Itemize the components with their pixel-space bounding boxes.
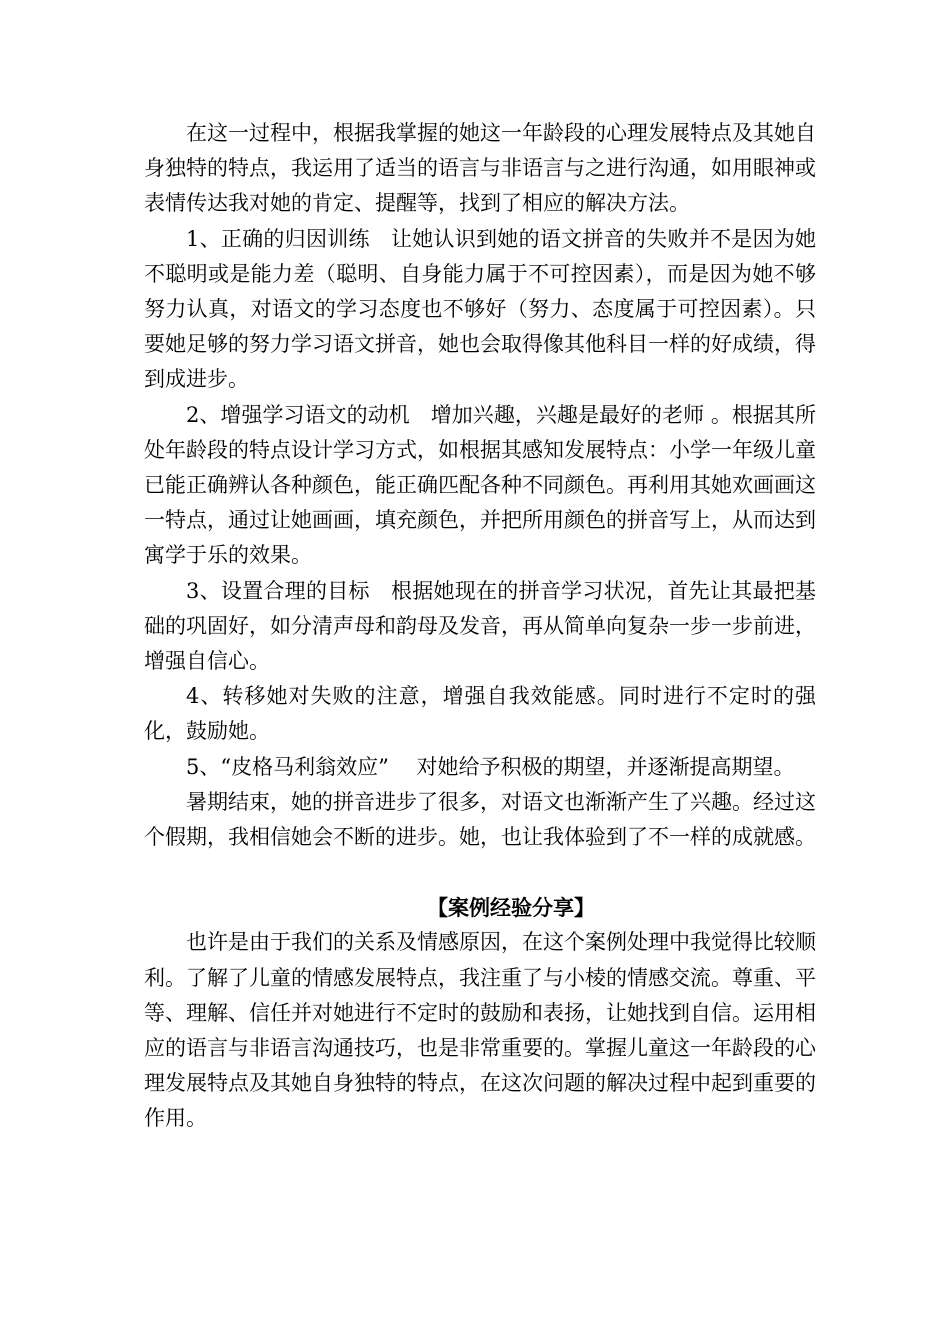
document-body (144, 116, 816, 1137)
paragraph-item-3: 3、设置合理的目标 根据她现在的拼音学习状况，首先让其最把基础的巩固好，如分清声母和韵母及发音，再从简单向复杂一步一步前进，增强自信心。 (144, 578, 816, 674)
paragraph-intro: 在这一过程中，根据我掌握的她这一年龄段的心理发展特点及其她自身独特的特点，我运用了适当的语言与非语言与之进行沟通，如用眼神或表情传达我对她的肯定、提醒等，找到了相应的解决方法。 (144, 121, 816, 216)
paragraph-item-1: 1、正确的归因训练 让她认识到她的语文拼音的失败并不是因为她不聪明或是能力差（聪明、自身能力属于不可控因素），而是因为她不够努力认真，对语文的学习态度也不够好（努力、态度属于可控因素）。只要她足够的努力学习语文拼音，她也会取得像其他科目一样的好成绩，得到成进步。 (144, 226, 816, 392)
paragraph-item-4: 4、转移她对失败的注意，增强自我效能感。同时进行不定时的强化，鼓励她。 (144, 684, 816, 744)
paragraph-conclusion: 暑期结束，她的拼音进步了很多，对语文也渐渐产生了兴趣。经过这个假期，我相信她会不断的进步。她，也让我体验到了不一样的成就感。 (144, 789, 816, 850)
paragraph-item-2: 2、增强学习语文的动机 增加兴趣，兴趣是最好的老师 。根据其所处年龄段的特点设计学习方式，如根据其感知发展特点：小学一年级儿童已能正确辨认各种颜色，能正确匹配各种不同颜色。再利用其她欢画画这一特点，通过让她画画，填充颜色，并把所用颜色的拼音写上，从而达到寓学于乐的效果。 (144, 402, 816, 568)
section-heading: 【案例经验分享】 (427, 895, 595, 921)
section-spacer (144, 855, 816, 890)
paragraph-item-5: 5、“皮格马利翁效应” 对她给予积极的期望，并逐渐提高期望。 (186, 754, 795, 779)
paragraph-experience: 也许是由于我们的关系及情感原因，在这个案例处理中我觉得比较顺利。了解了儿童的情感发展特点，我注重了与小棱的情感交流。尊重、平等、理解、信任并对她进行不定时的鼓励和表扬，让她找到自信。运用相应的语言与非语言沟通技巧，也是非常重要的。掌握儿童这一年龄段的心理发展特点及其她自身独特的特点，在这次问题的解决过程中起到重要的作用。 (144, 930, 816, 1131)
